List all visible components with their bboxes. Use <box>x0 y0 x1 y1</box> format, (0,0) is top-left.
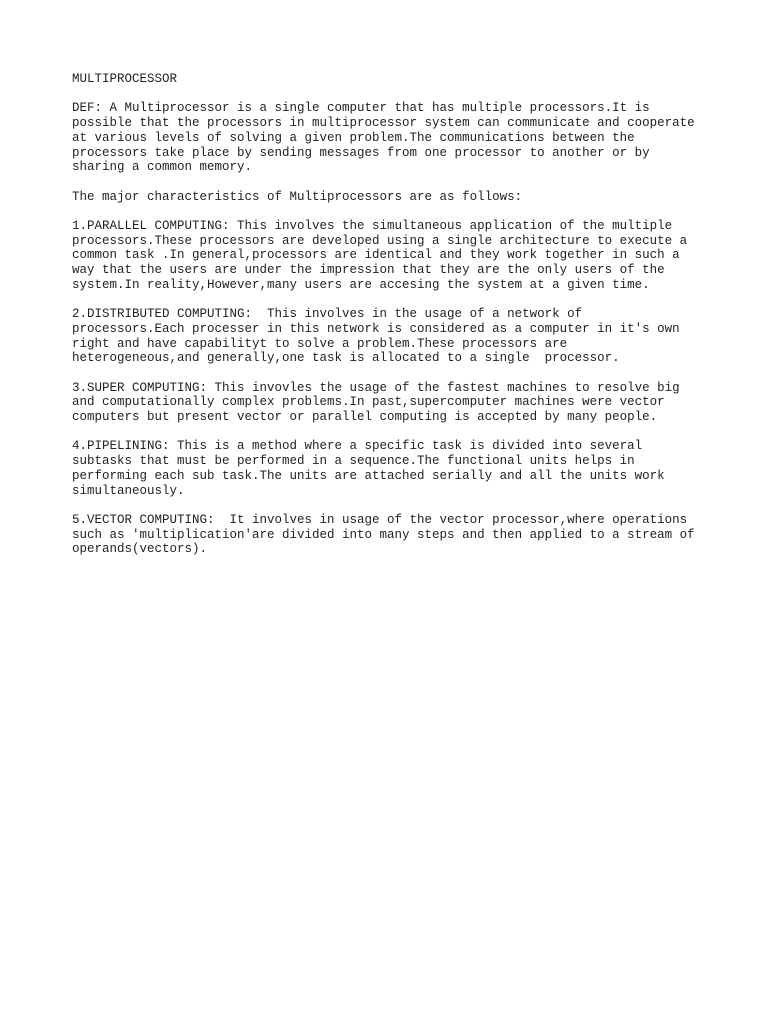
document-body <box>72 72 712 572</box>
item-vector-computing: 5.VECTOR COMPUTING: It involves in usage of the vector processor,where operations such as 'multiplication'are divided into many steps and then applied to a stream of operands(vectors). <box>72 512 695 557</box>
definition-paragraph: DEF: A Multiprocessor is a single computer that has multiple processors.It is possible that the processors in multiprocessor system can communicate and cooperate at various levels of solving a given problem.The communications between the processors take place by sending messages from one processor to another or by sharing a common memory. <box>72 101 695 175</box>
item-parallel-computing: 1.PARALLEL COMPUTING: This involves the simultaneous application of the multiple processors.These processors are developed using a single architecture to execute a common task .In general,processors are identical and they work together in such a way that the users are under the impression that they are the only users of the system.In reality,However,many users are accesing the system at a given time. <box>72 218 688 292</box>
item-super-computing: 3.SUPER COMPUTING: This invovles the usage of the fastest machines to resolve big and computationally complex problems.In past,supercomputer machines were vector computers but present vector or parallel computing is accepted by many people. <box>72 380 680 425</box>
item-pipelining: 4.PIPELINING: This is a method where a specific task is divided into several subtasks that must be performed in a sequence.The functional units helps in performing each sub task.The units are attached serially and all the units work simultaneously. <box>72 439 665 498</box>
document-title: MULTIPROCESSOR <box>72 72 178 86</box>
intro-paragraph: The major characteristics of Multiprocessors are as follows: <box>72 189 523 204</box>
item-distributed-computing: 2.DISTRIBUTED COMPUTING: This involves in the usage of a network of processors.Each processer in this network is considered as a computer in it's own right and have capabilityt to solve a problem.These processors are heterogeneous,and generally,one task is allocated to a single processor. <box>72 307 680 366</box>
